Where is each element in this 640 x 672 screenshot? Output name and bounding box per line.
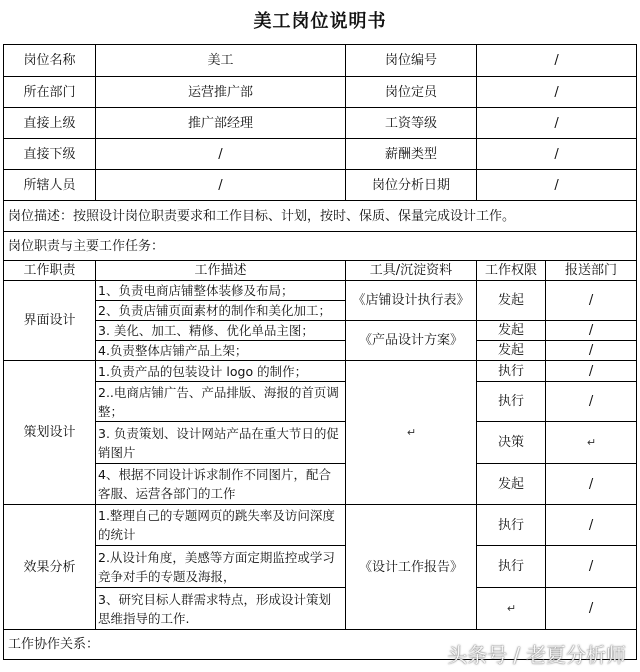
info-row <box>4 170 637 201</box>
report-cell: / <box>546 281 637 321</box>
label-cell: 岗位名称 <box>4 45 96 77</box>
paragraph-mark-icon: ↵ <box>406 426 417 439</box>
value-cell: / <box>477 108 637 139</box>
report-cell: / <box>546 464 637 505</box>
report-cell: / <box>546 588 637 630</box>
header-authority: 工作权限 <box>477 261 546 281</box>
duties-title: 岗位职责与主要工作任务： <box>4 232 637 261</box>
duty-description: 3. 负责策划、设计网站产品在重大节日的促销图片 <box>96 422 346 464</box>
info-row <box>4 45 637 77</box>
header-report-dept: 报送部门 <box>546 261 637 281</box>
tool-cell: 《设计工作报告》 <box>346 505 477 630</box>
tool-cell: 《产品设计方案》 <box>346 321 477 361</box>
tool-cell: 《店铺设计执行表》 <box>346 281 477 321</box>
label-cell: 工资等级 <box>346 108 477 139</box>
authority-cell: 发起 <box>477 341 546 361</box>
label-cell: 所辖人员 <box>4 170 96 201</box>
authority-cell: 执行 <box>477 361 546 382</box>
table-header-row <box>4 261 637 281</box>
table-row <box>4 341 637 361</box>
table-row <box>4 281 637 301</box>
duty-description: 2、负责店铺页面素材的制作和美化加工； <box>96 301 346 321</box>
value-cell: 运营推广部 <box>96 77 346 108</box>
table-row <box>4 588 637 630</box>
table-row <box>4 422 637 464</box>
authority-cell: 执行 <box>477 505 546 546</box>
duty-description: 4.负责整体店铺产品上架； <box>96 341 346 361</box>
table-row <box>4 382 637 422</box>
authority-cell: 发起 <box>477 281 546 321</box>
duty-name: 效果分析 <box>4 505 96 630</box>
duty-description: 4、根据不同设计诉求制作不同图片，配合客服、运营各部门的工作 <box>96 464 346 505</box>
value-cell: / <box>477 45 637 77</box>
duty-name: 界面设计 <box>4 281 96 361</box>
label-cell: 岗位定员 <box>346 77 477 108</box>
authority-cell: 执行 <box>477 382 546 422</box>
value-cell: / <box>96 139 346 170</box>
paragraph-mark-icon: ↵ <box>506 602 517 615</box>
description-row <box>4 201 637 232</box>
duties-title-row <box>4 232 637 261</box>
table-row <box>4 361 637 382</box>
tool-cell <box>346 361 477 505</box>
duty-description: 3、研究目标人群需求特点，形成设计策划思维指导的工作. <box>96 588 346 630</box>
report-cell: / <box>546 321 637 341</box>
watermark-separator: / <box>513 643 520 667</box>
cooperation-label: 工作协作关系： <box>4 630 637 660</box>
report-cell <box>546 422 637 464</box>
label-cell: 岗位分析日期 <box>346 170 477 201</box>
authority-cell: 执行 <box>477 546 546 588</box>
duty-description: 1.负责产品的包装设计 logo 的制作； <box>96 361 346 382</box>
table-row <box>4 464 637 505</box>
duty-description: 1.整理自己的专题网页的跳失率及访问深度的统计 <box>96 505 346 546</box>
job-description-table <box>3 44 637 660</box>
value-cell: 推广部经理 <box>96 108 346 139</box>
authority-cell <box>477 588 546 630</box>
info-row <box>4 77 637 108</box>
table-row <box>4 546 637 588</box>
value-cell: / <box>96 170 346 201</box>
report-cell: / <box>546 341 637 361</box>
header-description: 工作描述 <box>96 261 346 281</box>
value-cell: 美工 <box>96 45 346 77</box>
report-cell: / <box>546 382 637 422</box>
job-description: 岗位描述：按照设计岗位职责要求和工作目标、计划，按时、保质、保量完成设计工作。 <box>4 201 637 232</box>
label-cell: 岗位编号 <box>346 45 477 77</box>
authority-cell: 发起 <box>477 321 546 341</box>
duty-name: 策划设计 <box>4 361 96 505</box>
value-cell: / <box>477 170 637 201</box>
authority-cell: 决策 <box>477 422 546 464</box>
table-row <box>4 505 637 546</box>
report-cell: / <box>546 505 637 546</box>
paragraph-mark-icon: ↵ <box>586 436 597 449</box>
header-tools: 工具/沉淀资料 <box>346 261 477 281</box>
watermark <box>447 639 626 668</box>
watermark-platform: 头条号 <box>447 643 508 667</box>
report-cell: / <box>546 361 637 382</box>
authority-cell: 发起 <box>477 464 546 505</box>
header-duty: 工作职责 <box>4 261 96 281</box>
duty-description: 2..电商店铺广告、产品排版、海报的首页调整； <box>96 382 346 422</box>
page-title: 美工岗位说明书 <box>253 11 387 32</box>
duty-description: 3. 美化、加工、精修、优化单品主图； <box>96 321 346 341</box>
table-row <box>4 321 637 341</box>
duty-description: 1、负责电商店铺整体装修及布局； <box>96 281 346 301</box>
label-cell: 薪酬类型 <box>346 139 477 170</box>
info-row <box>4 139 637 170</box>
watermark-author: 老夏分析师 <box>526 643 626 667</box>
value-cell: / <box>477 139 637 170</box>
label-cell: 直接上级 <box>4 108 96 139</box>
label-cell: 所在部门 <box>4 77 96 108</box>
value-cell: / <box>477 77 637 108</box>
label-cell: 直接下级 <box>4 139 96 170</box>
info-row <box>4 108 637 139</box>
duty-description: 2.从设计角度，美感等方面定期监控或学习竞争对手的专题及海报， <box>96 546 346 588</box>
report-cell: / <box>546 546 637 588</box>
